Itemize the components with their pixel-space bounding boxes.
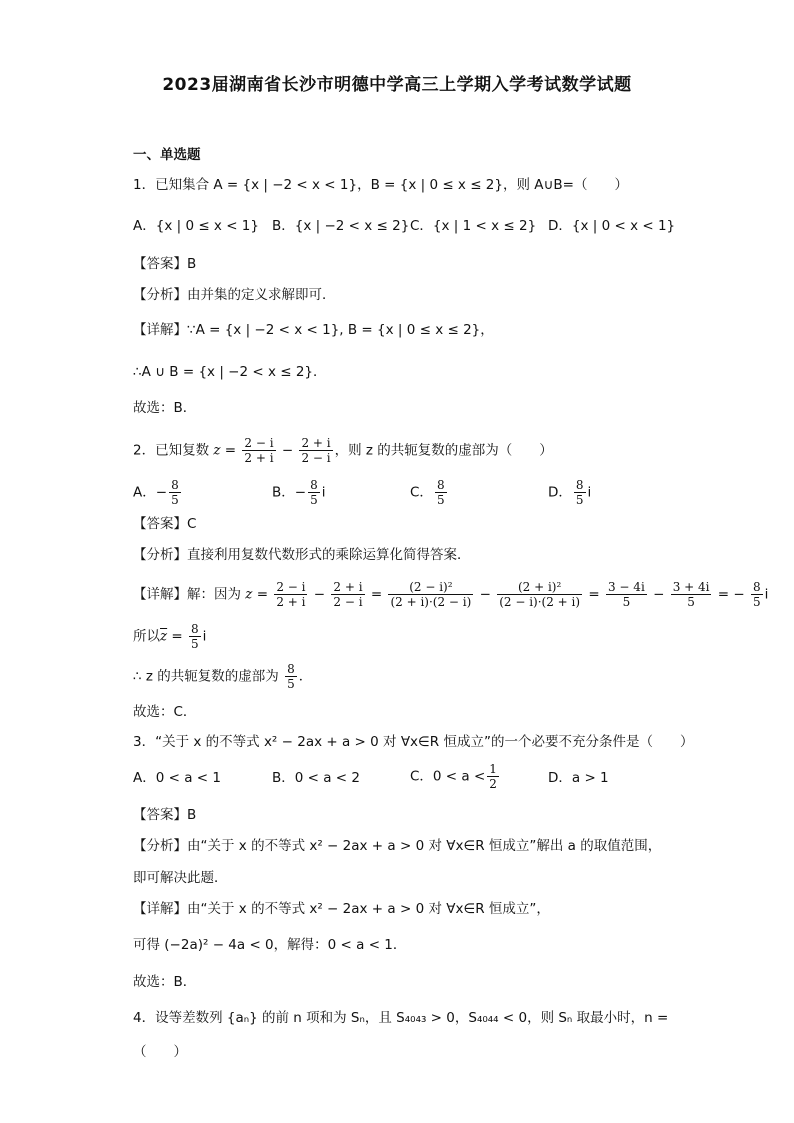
q1-analysis: 【分析】由并集的定义求解即可． bbox=[133, 287, 336, 303]
q2-stem: 2．已知复数 z = $\frac{2 - i}{2 + i}$ − $\frac{2 + i}{2 - i}$ ，则 z 的共轭复数的虚部为（ ） bbox=[133, 436, 553, 465]
q1-detail: 【详解】∵A = {x | −2 < x < 1}, B = {x | 0 ≤ x ≤ 2}， bbox=[133, 322, 494, 338]
section-heading: 一、单选题 bbox=[133, 147, 201, 163]
q3-analysis-cont: 即可解决此题． bbox=[133, 870, 228, 886]
q4-stem: 4．设等差数列 {aₙ} 的前 n 项和为 Sₙ，且 S₄₀₄₃ > 0，S₄₀₄₄ < 0，则 Sₙ 取最小时，n = bbox=[133, 1010, 669, 1026]
q3-choose: 故选：B． bbox=[133, 974, 197, 990]
q2-analysis: 【分析】直接利用复数代数形式的乘除运算化简得答案． bbox=[133, 547, 471, 563]
q2-so: 所以$\overline{z}$ = $\frac{8}{5}$ i bbox=[133, 622, 207, 651]
q2-option-a: A．− $\frac{8}{5}$ bbox=[133, 478, 179, 507]
q1-option-c: C．{x | 1 < x ≤ 2} bbox=[410, 218, 537, 234]
q2-option-d: D． $\frac{8}{5}$ i bbox=[548, 478, 592, 507]
q1-choose: 故选：B． bbox=[133, 400, 197, 416]
q3-stem: 3．“关于 x 的不等式 x² − 2ax + a > 0 对 ∀x∈R 恒成立”的一个必要不充分条件是（ ） bbox=[133, 734, 694, 750]
q2-answer: 【答案】C bbox=[133, 516, 197, 532]
q2-choose: 故选：C． bbox=[133, 704, 197, 720]
q4-paren: （ ） bbox=[133, 1044, 187, 1060]
q1-step: ∴A ∪ B = {x | −2 < x ≤ 2}． bbox=[133, 364, 327, 380]
q2-option-b: B．− $\frac{8}{5}$ i bbox=[272, 478, 326, 507]
q3-analysis: 【分析】由“关于 x 的不等式 x² − 2ax + a > 0 对 ∀x∈R 恒成立”解出 a 的取值范围， bbox=[133, 838, 662, 854]
q3-answer: 【答案】B bbox=[133, 807, 197, 823]
q2-conjugate-line: ∴ z 的共轭复数的虚部为 $\frac{8}{5}$ ． bbox=[133, 662, 313, 691]
q3-option-b: B．0 < a < 2 bbox=[272, 770, 361, 786]
page-title: 2023届湖南省长沙市明德中学高三上学期入学考试数学试题 bbox=[162, 75, 632, 95]
q3-option-c: C．0 < a < $\frac{1}{2}$ bbox=[410, 762, 497, 791]
q2-detail: 【详解】解：因为 z = $\frac{2 - i}{2 + i}$ − $\frac{2 + i}{2 - i}$ = $\frac{\text{(2 − i)²}}{(2 + i)\cdot(2 - i)}$ − $\frac{\text{(2 + i)²}}{(2 - i)\cdot(2 + i)}$ = $\frac{3 - 4i}{5}$ − $\frac{3 + 4i}{5}$ = − $\frac{8}{5}$ i bbox=[133, 580, 769, 609]
q2-option-c: C． $\frac{8}{5}$ bbox=[410, 478, 445, 507]
q1-option-b: B．{x | −2 < x ≤ 2} bbox=[272, 218, 410, 234]
q3-option-a: A．0 < a < 1 bbox=[133, 770, 221, 786]
q1-answer: 【答案】B bbox=[133, 256, 197, 272]
q3-step: 可得 (−2a)² − 4a < 0，解得：0 < a < 1． bbox=[133, 937, 407, 953]
q3-detail: 【详解】由“关于 x 的不等式 x² − 2ax + a > 0 对 ∀x∈R 恒成立”， bbox=[133, 901, 550, 917]
q1-stem: 1．已知集合 A = {x | −2 < x < 1}，B = {x | 0 ≤ x ≤ 2}，则 A∪B=（ ） bbox=[133, 177, 628, 193]
q1-option-a: A．{x | 0 ≤ x < 1} bbox=[133, 218, 259, 234]
q3-option-d: D．a > 1 bbox=[548, 770, 609, 786]
q1-option-d: D．{x | 0 < x < 1} bbox=[548, 218, 676, 234]
